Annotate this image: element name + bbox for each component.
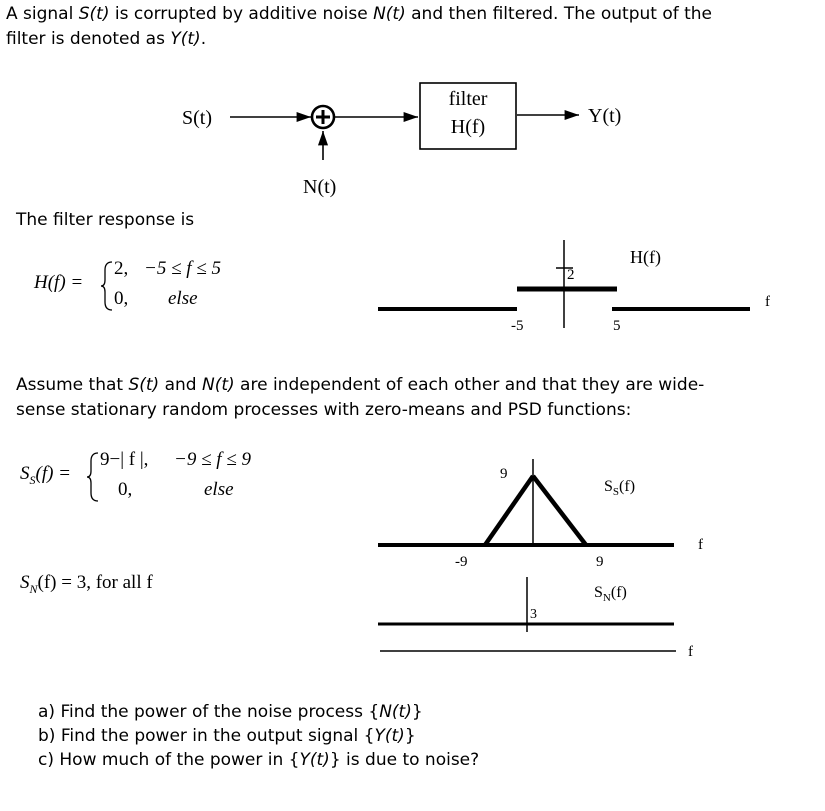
signal-psd-case2-value: 0, — [118, 479, 133, 500]
question-text: } — [411, 702, 423, 722]
noise-psd-title-main: S — [594, 584, 603, 601]
assume-text: Assume that — [16, 375, 129, 395]
noise-label: N(t) — [303, 176, 337, 198]
noise-psd-lhs-main: S — [20, 572, 30, 593]
signal-psd-lhs-main: S — [20, 463, 30, 484]
output-label: Y(t) — [588, 105, 622, 127]
signal-psd-lhs-sub: S — [29, 472, 36, 487]
noise-symbol: N(t) — [202, 375, 235, 395]
questions-list — [38, 700, 479, 772]
intro-text: and then filtered. The output of the — [405, 4, 713, 24]
signal-psd-lhs-rest: (f) = — [35, 463, 72, 484]
filter-plot-title: H(f) — [630, 247, 661, 267]
filter-plot-level-label: 2 — [567, 267, 575, 283]
noise-psd-level-label: 3 — [530, 607, 537, 622]
noise-psd-axis-label: f — [688, 644, 693, 660]
signal-psd-title-main: S — [604, 478, 613, 495]
intro-text: . — [200, 29, 207, 49]
assume-text: are independent of each other and that they are wide- — [234, 375, 705, 395]
question-symbol: Y(t) — [299, 750, 330, 770]
noise-symbol: N(t) — [373, 4, 406, 24]
intro-text: is corrupted by additive noise — [109, 4, 374, 24]
question-text: c) How much of the power in { — [38, 750, 300, 770]
signal-psd-axis-label: f — [698, 537, 703, 553]
filter-case2-condition: else — [168, 288, 198, 309]
signal-psd-case2-condition: else — [204, 479, 234, 500]
signal-psd-case1-value: 9−| f |, — [100, 449, 149, 470]
signal-symbol: S(t) — [78, 4, 110, 24]
assume-line-2: sense stationary random processes with zero-means and PSD functions: — [16, 400, 632, 420]
intro-text: filter is denoted as — [6, 29, 171, 49]
filter-case2-value: 0, — [114, 288, 129, 309]
signal-symbol: S(t) — [128, 375, 160, 395]
filter-plot-x-left: -5 — [511, 318, 524, 334]
noise-psd-plot-title — [594, 584, 627, 604]
question-c — [38, 748, 479, 772]
noise-psd-title-rest: (f) — [610, 584, 627, 601]
intro-text: A signal — [6, 4, 79, 24]
filter-plot-axis-label: f — [765, 294, 770, 310]
filter-heading: The filter response is — [16, 210, 195, 230]
input-label: S(t) — [182, 107, 212, 129]
filter-label-line2: H(f) — [450, 116, 486, 138]
output-symbol: Y(t) — [170, 29, 201, 49]
signal-psd-title-rest: (f) — [619, 478, 636, 495]
question-text: } — [404, 726, 416, 746]
question-text: } is due to noise? — [329, 750, 480, 770]
question-text: b) Find the power in the output signal { — [38, 726, 375, 746]
filter-label-line1: filter — [448, 88, 488, 110]
signal-psd-case1-condition: −9 ≤ f ≤ 9 — [174, 449, 251, 470]
filter-case1-condition: −5 ≤ f ≤ 5 — [144, 258, 221, 279]
noise-psd-title-sub: N — [602, 592, 611, 604]
noise-psd-lhs-sub: N — [29, 581, 38, 596]
noise-psd-lhs-rest: (f) = 3, for all f — [37, 572, 153, 593]
signal-psd-peak-label: 9 — [500, 466, 508, 482]
signal-psd-x-left: -9 — [455, 554, 468, 570]
filter-plot-x-right: 5 — [613, 318, 621, 334]
question-b — [38, 724, 479, 748]
signal-psd-title-sub: S — [612, 486, 620, 498]
signal-psd-x-right: 9 — [596, 554, 604, 570]
filter-equation-lhs: H(f) = — [34, 272, 84, 293]
question-a — [38, 700, 479, 724]
question-symbol: N(t) — [379, 702, 412, 722]
question-text: a) Find the power of the noise process { — [38, 702, 380, 722]
assume-text: and — [159, 375, 202, 395]
filter-case1-value: 2, — [114, 258, 129, 279]
question-symbol: Y(t) — [374, 726, 405, 746]
